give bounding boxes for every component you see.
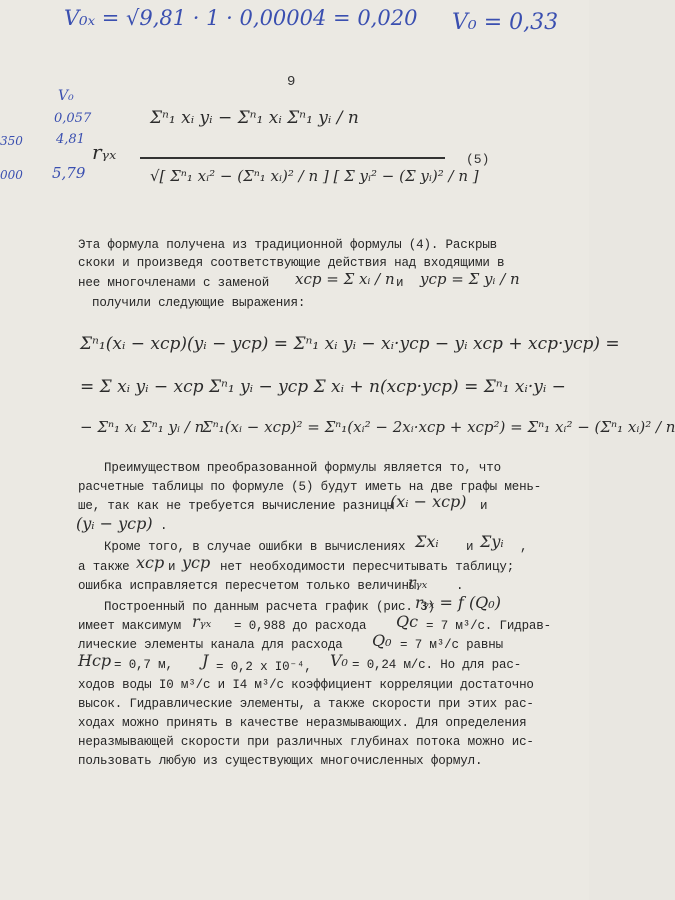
text-line: а также [78,560,130,574]
text-line: = 7 м³/с равны [400,638,503,652]
derivation-line: Σⁿ₁(xᵢ − xcp)(yᵢ − ycp) = Σⁿ₁ xᵢ yᵢ − xᵢ·ycp − yᵢ xcp + xcp·ycp) = [80,334,620,354]
text-line: Кроме того, в случае ошибки в вычислениях [104,540,406,554]
page-number: 9 [287,74,296,90]
text-line: = 0,2 x I0⁻⁴, [216,660,312,674]
margin-note: 000 [0,168,23,182]
formula-5-fraction-bar [140,157,445,159]
text-line: и [168,560,176,574]
margin-note: 0,057 [54,111,92,126]
text-line: имеет максимум [78,619,181,633]
derivation-line: − Σⁿ₁ xᵢ Σⁿ₁ yᵢ / n [80,418,205,436]
equation-number: (5) [466,152,490,167]
text-line: нет необходимости пересчитывать таблицу; [220,560,515,574]
q0-symbol: Q₀ [372,631,392,650]
text-line: ходах можно принять в качестве неразмывающих. Для определения [78,716,527,730]
formula-5-lhs: rᵧₓ [92,140,117,164]
text-line: неразмывающей скорости при различных глубинах потока можно ис- [78,735,534,749]
sum-y-expression: Σyᵢ [480,532,504,551]
handwritten-velocity-value: V₀ = 0,33 [452,10,559,35]
handwritten-velocity-formula: V₀ₓ = √9,81 · 1 · 0,00004 = 0,020 [64,6,418,30]
ryx-function: rᵧₓ = f (Q₀) [415,593,501,612]
xcp-definition: xcp = Σ xᵢ / n [295,270,395,288]
hcp-symbol: Hcp [78,651,112,670]
text-line: ошибка исправляется пересчетом только величины [78,579,417,593]
text-line: и [396,276,404,290]
diff-x-expression: (xᵢ − xcp) [390,492,467,511]
text-line: пользовать любую из существующих многочисленных формул. [78,754,483,768]
formula-5-numerator: Σⁿ₁ xᵢ yᵢ − Σⁿ₁ xᵢ Σⁿ₁ yᵢ / n [150,108,359,128]
margin-note: 350 [0,134,23,148]
text-line: Построенный по данным расчета график (рис. 3) [104,600,435,614]
margin-note: 4,81 [56,132,85,147]
text-line: лические элементы канала для расхода [78,638,343,652]
qc-symbol: Qc [396,612,419,631]
ycp-definition: ycp = Σ yᵢ / n [420,270,520,288]
text-line: = 7 м³/с. Гидрав- [426,619,551,633]
formula-5-denominator: √[ Σⁿ₁ xᵢ² − (Σⁿ₁ xᵢ)² / n ] [ Σ yᵢ² − (Σ yᵢ)² / n ] [150,167,479,185]
text-line: расчетные таблицы по формуле (5) будут иметь на две графы мень- [78,480,542,494]
sum-x-expression: Σxᵢ [415,532,439,551]
text-line: нее многочленами с заменой [78,276,270,290]
text-line: получили следующие выражения: [92,296,306,310]
text-line: = 0,7 м, [114,658,173,672]
ycp-symbol: ycp [182,553,211,572]
text-line: скоки и произведя соответствующие действия над входящими в [78,256,505,270]
derivation-line: = Σ xᵢ yᵢ − xcp Σⁿ₁ yᵢ − ycp Σ xᵢ + n(xcp·ycp) = Σⁿ₁ xᵢ·yᵢ − [80,377,566,397]
margin-note: 5,79 [52,164,86,182]
text-line: . [456,579,464,593]
text-line: и [466,540,474,554]
text-line: ше, так как не требуется вычисление разницы [78,499,395,513]
ryx-max-symbol: rᵧₓ [192,612,212,631]
text-line: = 0,24 м/с. Но для рас- [352,658,522,672]
derivation-line: Σⁿ₁(xᵢ − xcp)² = Σⁿ₁(xᵢ² − 2xᵢ·xcp + xcp²) = Σⁿ₁ xᵢ² − (Σⁿ₁ xᵢ)² / n [202,418,675,436]
text-line: = 0,988 до расхода [234,619,367,633]
ryx-symbol: rᵧₓ [408,573,428,592]
text-line: Эта формула получена из традиционной формулы (4). Раскрыв [78,238,498,252]
diff-y-expression: (yᵢ − ycp) [76,514,153,533]
text-line: и [480,499,488,513]
margin-note: V₀ [58,88,74,104]
text-line: Преимуществом преобразованной формулы является то, что [104,461,501,475]
text-line: . [160,519,168,533]
v0-symbol: V₀ [330,651,348,670]
xcp-symbol: xcp [136,553,165,572]
text-line: ходов воды I0 м³/с и I4 м³/с коэффициент корреляции достаточно [78,678,534,692]
slope-symbol: J [202,651,209,670]
text-line: высок. Гидравлические элементы, а также скорости при этих рас- [78,697,534,711]
text-line: , [520,540,528,554]
